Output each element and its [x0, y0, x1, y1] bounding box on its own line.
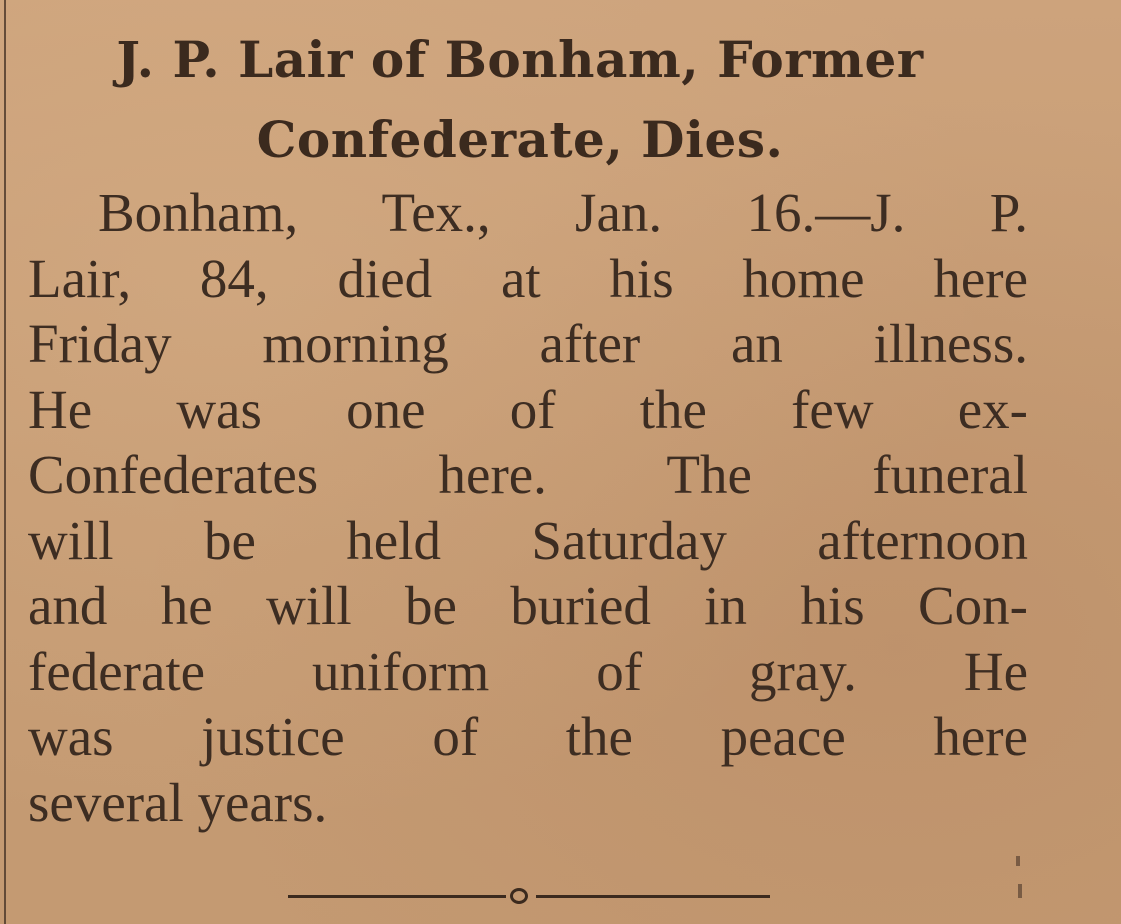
ink-speck — [1018, 884, 1022, 898]
body-line: several years. — [28, 771, 328, 833]
body-line: and he will be buried in his Con- — [28, 575, 1028, 636]
headline-line-1: J. P. Lair of Bonham, Former — [116, 30, 924, 89]
divider-ornament-icon — [510, 888, 528, 904]
body-line: was justice of the peace here — [28, 706, 1028, 767]
article-body — [28, 180, 1028, 835]
headline-line-2: Confederate, Dies. — [256, 110, 784, 169]
body-line: He was one of the few ex- — [28, 378, 1028, 440]
body-line: Confederates here. The funeral — [28, 444, 1028, 505]
divider-bar-right — [536, 895, 770, 898]
body-line: Friday morning after an illness. — [28, 313, 1028, 374]
body-line: will be held Saturday afternoon — [28, 509, 1028, 571]
body-line: Bonham, Tex., Jan. 16.—J. P. — [98, 182, 1028, 243]
body-line: Lair, 84, died at his home here — [28, 247, 1028, 309]
divider-bar-left — [288, 895, 506, 898]
section-divider — [288, 886, 770, 906]
ink-speck — [1016, 856, 1020, 866]
body-line: federate uniform of gray. He — [28, 640, 1028, 702]
